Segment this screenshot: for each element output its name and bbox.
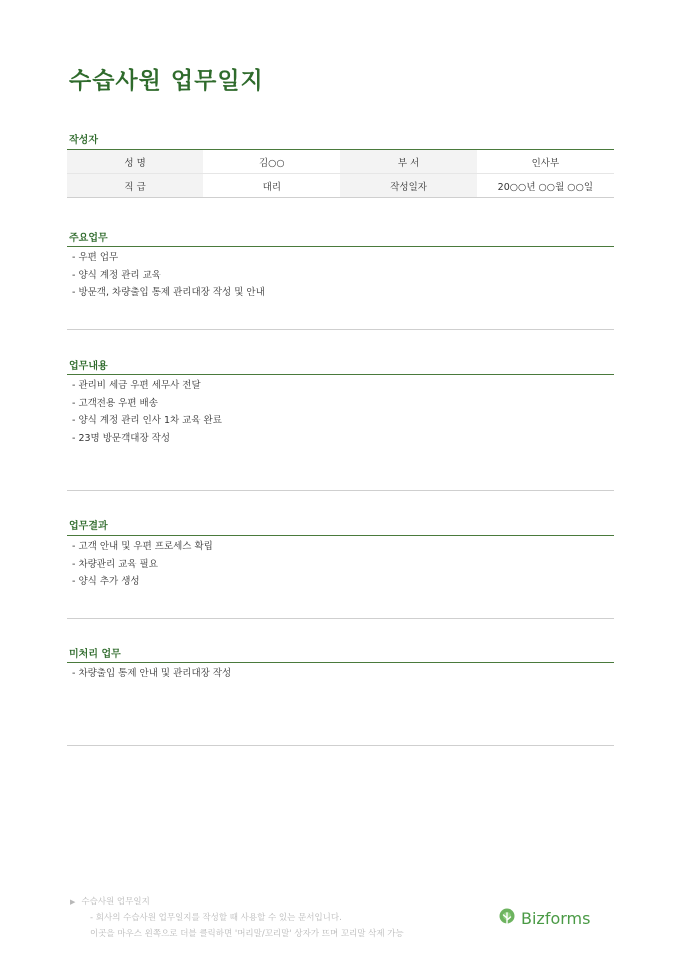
date-label: 작성일자 <box>340 174 476 198</box>
logo-text: Bizforms <box>521 908 591 928</box>
work-results-rule <box>67 535 614 536</box>
list-item: - 차량관리 교육 필요 <box>72 558 158 570</box>
author-section-label: 작성자 <box>69 135 98 146</box>
main-duties-label: 주요업무 <box>69 233 108 244</box>
list-item: - 고객 안내 및 우편 프로세스 확립 <box>72 541 213 552</box>
triangle-bullet-icon: ▶ <box>70 898 76 906</box>
list-item: - 우편 업무 <box>72 252 119 263</box>
footer-doc-name: 수습사원 업무일지 <box>81 897 150 907</box>
bizforms-logo <box>497 908 590 928</box>
list-item: - 23명 방문객대장 작성 <box>72 432 170 444</box>
footer[interactable] <box>70 894 404 942</box>
list-item: - 양식 추가 생성 <box>72 576 140 587</box>
work-results-list <box>72 538 213 591</box>
work-content-rule <box>67 374 614 375</box>
page-title: 수습사원 업무일지 <box>69 68 264 94</box>
main-duties-rule <box>67 246 614 247</box>
footer-description: - 회사의 수습사원 업무일지를 작성할 때 사용할 수 있는 문서입니다. <box>90 913 342 923</box>
list-item: - 양식 계정 관리 인사 1차 교육 완료 <box>72 415 222 426</box>
work-results-bottom-rule <box>67 618 614 619</box>
pending-rule <box>67 662 614 663</box>
table-row <box>67 150 614 174</box>
list-item: - 고객전용 우편 배송 <box>72 397 158 409</box>
department-value: 인사부 <box>477 150 614 174</box>
department-label: 부 서 <box>340 150 476 174</box>
pending-bottom-rule <box>67 745 614 746</box>
table-row <box>67 174 614 198</box>
work-content-bottom-rule <box>67 490 614 491</box>
rank-label: 직 급 <box>67 174 203 198</box>
main-duties-list <box>72 249 265 302</box>
pending-label: 미처리 업무 <box>69 649 121 660</box>
footer-doc-line <box>70 894 404 910</box>
list-item: - 차량출입 통제 안내 및 관리대장 작성 <box>72 668 232 679</box>
work-content-label: 업무내용 <box>69 361 108 372</box>
footer-instruction: 이곳을 마우스 왼쪽으로 더블 클릭하면 '머리말/꼬리말' 상자가 뜨며 꼬리말 삭제 가능 <box>90 929 404 939</box>
work-content-list <box>72 377 222 447</box>
author-info-table <box>67 150 614 198</box>
tree-icon <box>497 908 517 928</box>
main-duties-bottom-rule <box>67 329 614 330</box>
name-value: 김○○ <box>203 150 340 174</box>
list-item: - 양식 계정 관리 교육 <box>72 269 161 281</box>
list-item: - 방문객, 차량출입 통제 관리대장 작성 및 안내 <box>72 287 265 298</box>
pending-list <box>72 665 231 683</box>
rank-value: 대리 <box>203 174 340 198</box>
list-item: - 관리비 세금 우편 세무사 전달 <box>72 380 201 391</box>
name-label: 성 명 <box>67 150 203 174</box>
work-results-label: 업무결과 <box>69 521 108 532</box>
date-value: 20○○년 ○○월 ○○일 <box>477 174 614 198</box>
